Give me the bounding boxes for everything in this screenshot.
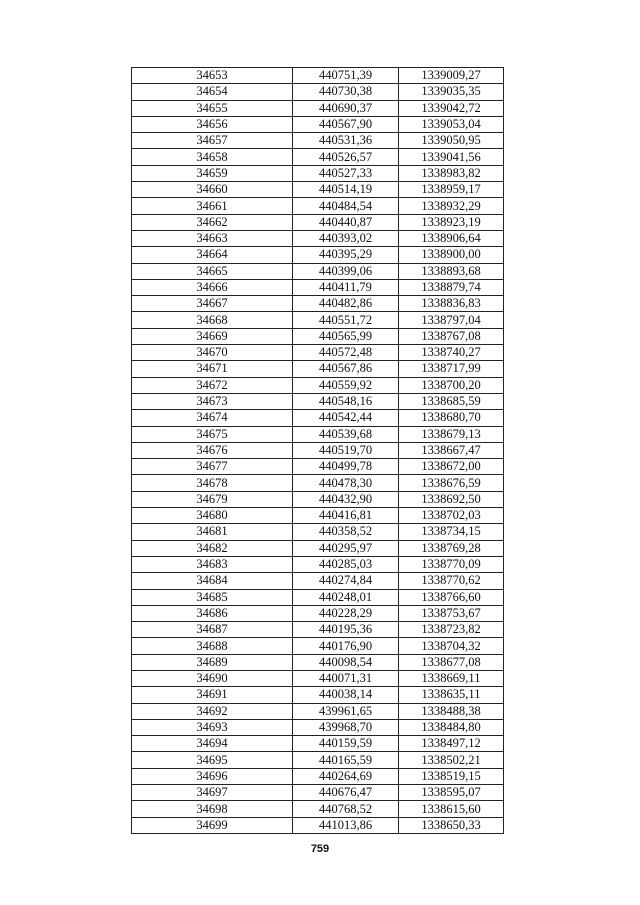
point-number-cell: 34666 bbox=[132, 279, 293, 295]
point-number-cell: 34698 bbox=[132, 801, 293, 817]
x-coordinate-cell: 440531,36 bbox=[293, 133, 399, 149]
y-coordinate-cell: 1339053,04 bbox=[399, 116, 504, 132]
table-row bbox=[132, 263, 504, 279]
x-coordinate-cell: 440274,84 bbox=[293, 573, 399, 589]
table-row bbox=[132, 279, 504, 295]
y-coordinate-cell: 1338797,04 bbox=[399, 312, 504, 328]
y-coordinate-cell: 1338488,38 bbox=[399, 703, 504, 719]
table-row bbox=[132, 687, 504, 703]
point-number-cell: 34672 bbox=[132, 377, 293, 393]
y-coordinate-cell: 1339009,27 bbox=[399, 68, 504, 84]
point-number-cell: 34694 bbox=[132, 736, 293, 752]
table-row bbox=[132, 410, 504, 426]
page-number: 759 bbox=[310, 843, 330, 855]
x-coordinate-cell: 440567,90 bbox=[293, 116, 399, 132]
y-coordinate-cell: 1338734,15 bbox=[399, 524, 504, 540]
y-coordinate-cell: 1338740,27 bbox=[399, 345, 504, 361]
table-row bbox=[132, 442, 504, 458]
y-coordinate-cell: 1338717,99 bbox=[399, 361, 504, 377]
table-row bbox=[132, 638, 504, 654]
table-row bbox=[132, 491, 504, 507]
x-coordinate-cell: 440195,36 bbox=[293, 622, 399, 638]
table-row bbox=[132, 589, 504, 605]
table-row bbox=[132, 165, 504, 181]
point-number-cell: 34683 bbox=[132, 556, 293, 572]
table-row bbox=[132, 393, 504, 409]
table-row bbox=[132, 361, 504, 377]
point-number-cell: 34699 bbox=[132, 817, 293, 833]
x-coordinate-cell: 440248,01 bbox=[293, 589, 399, 605]
point-number-cell: 34664 bbox=[132, 247, 293, 263]
table-row bbox=[132, 214, 504, 230]
x-coordinate-cell: 440542,44 bbox=[293, 410, 399, 426]
point-number-cell: 34655 bbox=[132, 100, 293, 116]
x-coordinate-cell: 440395,29 bbox=[293, 247, 399, 263]
table-row bbox=[132, 116, 504, 132]
table-row bbox=[132, 768, 504, 784]
point-number-cell: 34686 bbox=[132, 605, 293, 621]
point-number-cell: 34679 bbox=[132, 491, 293, 507]
coordinates-table-body bbox=[132, 68, 504, 834]
table-row bbox=[132, 328, 504, 344]
point-number-cell: 34692 bbox=[132, 703, 293, 719]
y-coordinate-cell: 1338615,60 bbox=[399, 801, 504, 817]
y-coordinate-cell: 1338502,21 bbox=[399, 752, 504, 768]
coordinates-table bbox=[131, 67, 504, 834]
x-coordinate-cell: 440572,48 bbox=[293, 345, 399, 361]
table-row bbox=[132, 508, 504, 524]
table-row bbox=[132, 149, 504, 165]
point-number-cell: 34669 bbox=[132, 328, 293, 344]
y-coordinate-cell: 1338770,09 bbox=[399, 556, 504, 572]
table-row bbox=[132, 785, 504, 801]
x-coordinate-cell: 440478,30 bbox=[293, 475, 399, 491]
x-coordinate-cell: 440159,59 bbox=[293, 736, 399, 752]
table-row bbox=[132, 133, 504, 149]
table-row bbox=[132, 524, 504, 540]
y-coordinate-cell: 1338704,32 bbox=[399, 638, 504, 654]
table-row bbox=[132, 556, 504, 572]
table-row bbox=[132, 296, 504, 312]
x-coordinate-cell: 440399,06 bbox=[293, 263, 399, 279]
point-number-cell: 34654 bbox=[132, 84, 293, 100]
x-coordinate-cell: 440565,99 bbox=[293, 328, 399, 344]
y-coordinate-cell: 1338900,00 bbox=[399, 247, 504, 263]
x-coordinate-cell: 440676,47 bbox=[293, 785, 399, 801]
point-number-cell: 34687 bbox=[132, 622, 293, 638]
point-number-cell: 34661 bbox=[132, 198, 293, 214]
y-coordinate-cell: 1339035,35 bbox=[399, 84, 504, 100]
table-row bbox=[132, 752, 504, 768]
table-row bbox=[132, 182, 504, 198]
table-row bbox=[132, 622, 504, 638]
table-row bbox=[132, 68, 504, 84]
y-coordinate-cell: 1338650,33 bbox=[399, 817, 504, 833]
point-number-cell: 34695 bbox=[132, 752, 293, 768]
table-row bbox=[132, 84, 504, 100]
x-coordinate-cell: 440559,92 bbox=[293, 377, 399, 393]
table-row bbox=[132, 817, 504, 833]
y-coordinate-cell: 1338836,83 bbox=[399, 296, 504, 312]
table-row bbox=[132, 605, 504, 621]
x-coordinate-cell: 440285,03 bbox=[293, 556, 399, 572]
table-row bbox=[132, 198, 504, 214]
x-coordinate-cell: 440519,70 bbox=[293, 442, 399, 458]
y-coordinate-cell: 1338497,12 bbox=[399, 736, 504, 752]
x-coordinate-cell: 439968,70 bbox=[293, 719, 399, 735]
x-coordinate-cell: 440539,68 bbox=[293, 426, 399, 442]
x-coordinate-cell: 440295,97 bbox=[293, 540, 399, 556]
point-number-cell: 34680 bbox=[132, 508, 293, 524]
x-coordinate-cell: 440165,59 bbox=[293, 752, 399, 768]
y-coordinate-cell: 1338672,00 bbox=[399, 459, 504, 475]
x-coordinate-cell: 440071,31 bbox=[293, 670, 399, 686]
point-number-cell: 34689 bbox=[132, 654, 293, 670]
x-coordinate-cell: 439961,65 bbox=[293, 703, 399, 719]
point-number-cell: 34660 bbox=[132, 182, 293, 198]
point-number-cell: 34673 bbox=[132, 393, 293, 409]
table-row bbox=[132, 736, 504, 752]
y-coordinate-cell: 1338769,28 bbox=[399, 540, 504, 556]
y-coordinate-cell: 1338700,20 bbox=[399, 377, 504, 393]
point-number-cell: 34676 bbox=[132, 442, 293, 458]
x-coordinate-cell: 440358,52 bbox=[293, 524, 399, 540]
point-number-cell: 34658 bbox=[132, 149, 293, 165]
x-coordinate-cell: 440393,02 bbox=[293, 230, 399, 246]
y-coordinate-cell: 1338667,47 bbox=[399, 442, 504, 458]
table-row bbox=[132, 801, 504, 817]
y-coordinate-cell: 1338680,70 bbox=[399, 410, 504, 426]
x-coordinate-cell: 440416,81 bbox=[293, 508, 399, 524]
x-coordinate-cell: 440176,90 bbox=[293, 638, 399, 654]
y-coordinate-cell: 1338753,67 bbox=[399, 605, 504, 621]
point-number-cell: 34675 bbox=[132, 426, 293, 442]
x-coordinate-cell: 440526,57 bbox=[293, 149, 399, 165]
point-number-cell: 34677 bbox=[132, 459, 293, 475]
y-coordinate-cell: 1339050,95 bbox=[399, 133, 504, 149]
y-coordinate-cell: 1338519,15 bbox=[399, 768, 504, 784]
y-coordinate-cell: 1339041,56 bbox=[399, 149, 504, 165]
point-number-cell: 34696 bbox=[132, 768, 293, 784]
point-number-cell: 34682 bbox=[132, 540, 293, 556]
x-coordinate-cell: 440730,38 bbox=[293, 84, 399, 100]
table-row bbox=[132, 426, 504, 442]
point-number-cell: 34667 bbox=[132, 296, 293, 312]
y-coordinate-cell: 1338723,82 bbox=[399, 622, 504, 638]
point-number-cell: 34685 bbox=[132, 589, 293, 605]
y-coordinate-cell: 1338893,68 bbox=[399, 263, 504, 279]
point-number-cell: 34665 bbox=[132, 263, 293, 279]
table-row bbox=[132, 247, 504, 263]
x-coordinate-cell: 440484,54 bbox=[293, 198, 399, 214]
x-coordinate-cell: 440264,69 bbox=[293, 768, 399, 784]
y-coordinate-cell: 1338595,07 bbox=[399, 785, 504, 801]
point-number-cell: 34688 bbox=[132, 638, 293, 654]
point-number-cell: 34678 bbox=[132, 475, 293, 491]
table-row bbox=[132, 345, 504, 361]
x-coordinate-cell: 440567,86 bbox=[293, 361, 399, 377]
x-coordinate-cell: 440440,87 bbox=[293, 214, 399, 230]
point-number-cell: 34662 bbox=[132, 214, 293, 230]
x-coordinate-cell: 441013,86 bbox=[293, 817, 399, 833]
y-coordinate-cell: 1338679,13 bbox=[399, 426, 504, 442]
y-coordinate-cell: 1338983,82 bbox=[399, 165, 504, 181]
table-row bbox=[132, 377, 504, 393]
x-coordinate-cell: 440690,37 bbox=[293, 100, 399, 116]
x-coordinate-cell: 440411,79 bbox=[293, 279, 399, 295]
point-number-cell: 34670 bbox=[132, 345, 293, 361]
table-row bbox=[132, 670, 504, 686]
x-coordinate-cell: 440038,14 bbox=[293, 687, 399, 703]
table-row bbox=[132, 459, 504, 475]
point-number-cell: 34659 bbox=[132, 165, 293, 181]
table-row bbox=[132, 100, 504, 116]
x-coordinate-cell: 440548,16 bbox=[293, 393, 399, 409]
point-number-cell: 34690 bbox=[132, 670, 293, 686]
table-row bbox=[132, 703, 504, 719]
x-coordinate-cell: 440098,54 bbox=[293, 654, 399, 670]
table-row bbox=[132, 312, 504, 328]
point-number-cell: 34674 bbox=[132, 410, 293, 426]
x-coordinate-cell: 440514,19 bbox=[293, 182, 399, 198]
y-coordinate-cell: 1338702,03 bbox=[399, 508, 504, 524]
y-coordinate-cell: 1338766,60 bbox=[399, 589, 504, 605]
point-number-cell: 34656 bbox=[132, 116, 293, 132]
table-row bbox=[132, 654, 504, 670]
point-number-cell: 34684 bbox=[132, 573, 293, 589]
x-coordinate-cell: 440527,33 bbox=[293, 165, 399, 181]
x-coordinate-cell: 440499,78 bbox=[293, 459, 399, 475]
y-coordinate-cell: 1338879,74 bbox=[399, 279, 504, 295]
point-number-cell: 34697 bbox=[132, 785, 293, 801]
table-row bbox=[132, 540, 504, 556]
y-coordinate-cell: 1338685,59 bbox=[399, 393, 504, 409]
x-coordinate-cell: 440228,29 bbox=[293, 605, 399, 621]
point-number-cell: 34653 bbox=[132, 68, 293, 84]
point-number-cell: 34657 bbox=[132, 133, 293, 149]
point-number-cell: 34668 bbox=[132, 312, 293, 328]
y-coordinate-cell: 1338906,64 bbox=[399, 230, 504, 246]
y-coordinate-cell: 1338676,59 bbox=[399, 475, 504, 491]
y-coordinate-cell: 1338669,11 bbox=[399, 670, 504, 686]
y-coordinate-cell: 1338677,08 bbox=[399, 654, 504, 670]
table-row bbox=[132, 573, 504, 589]
point-number-cell: 34681 bbox=[132, 524, 293, 540]
point-number-cell: 34691 bbox=[132, 687, 293, 703]
y-coordinate-cell: 1338635,11 bbox=[399, 687, 504, 703]
y-coordinate-cell: 1338770,62 bbox=[399, 573, 504, 589]
x-coordinate-cell: 440751,39 bbox=[293, 68, 399, 84]
point-number-cell: 34671 bbox=[132, 361, 293, 377]
point-number-cell: 34693 bbox=[132, 719, 293, 735]
y-coordinate-cell: 1338932,29 bbox=[399, 198, 504, 214]
y-coordinate-cell: 1338959,17 bbox=[399, 182, 504, 198]
x-coordinate-cell: 440432,90 bbox=[293, 491, 399, 507]
table-row bbox=[132, 475, 504, 491]
x-coordinate-cell: 440768,52 bbox=[293, 801, 399, 817]
y-coordinate-cell: 1338692,50 bbox=[399, 491, 504, 507]
x-coordinate-cell: 440551,72 bbox=[293, 312, 399, 328]
y-coordinate-cell: 1339042,72 bbox=[399, 100, 504, 116]
y-coordinate-cell: 1338484,80 bbox=[399, 719, 504, 735]
y-coordinate-cell: 1338923,19 bbox=[399, 214, 504, 230]
table-row bbox=[132, 230, 504, 246]
table-row bbox=[132, 719, 504, 735]
point-number-cell: 34663 bbox=[132, 230, 293, 246]
y-coordinate-cell: 1338767,08 bbox=[399, 328, 504, 344]
x-coordinate-cell: 440482,86 bbox=[293, 296, 399, 312]
